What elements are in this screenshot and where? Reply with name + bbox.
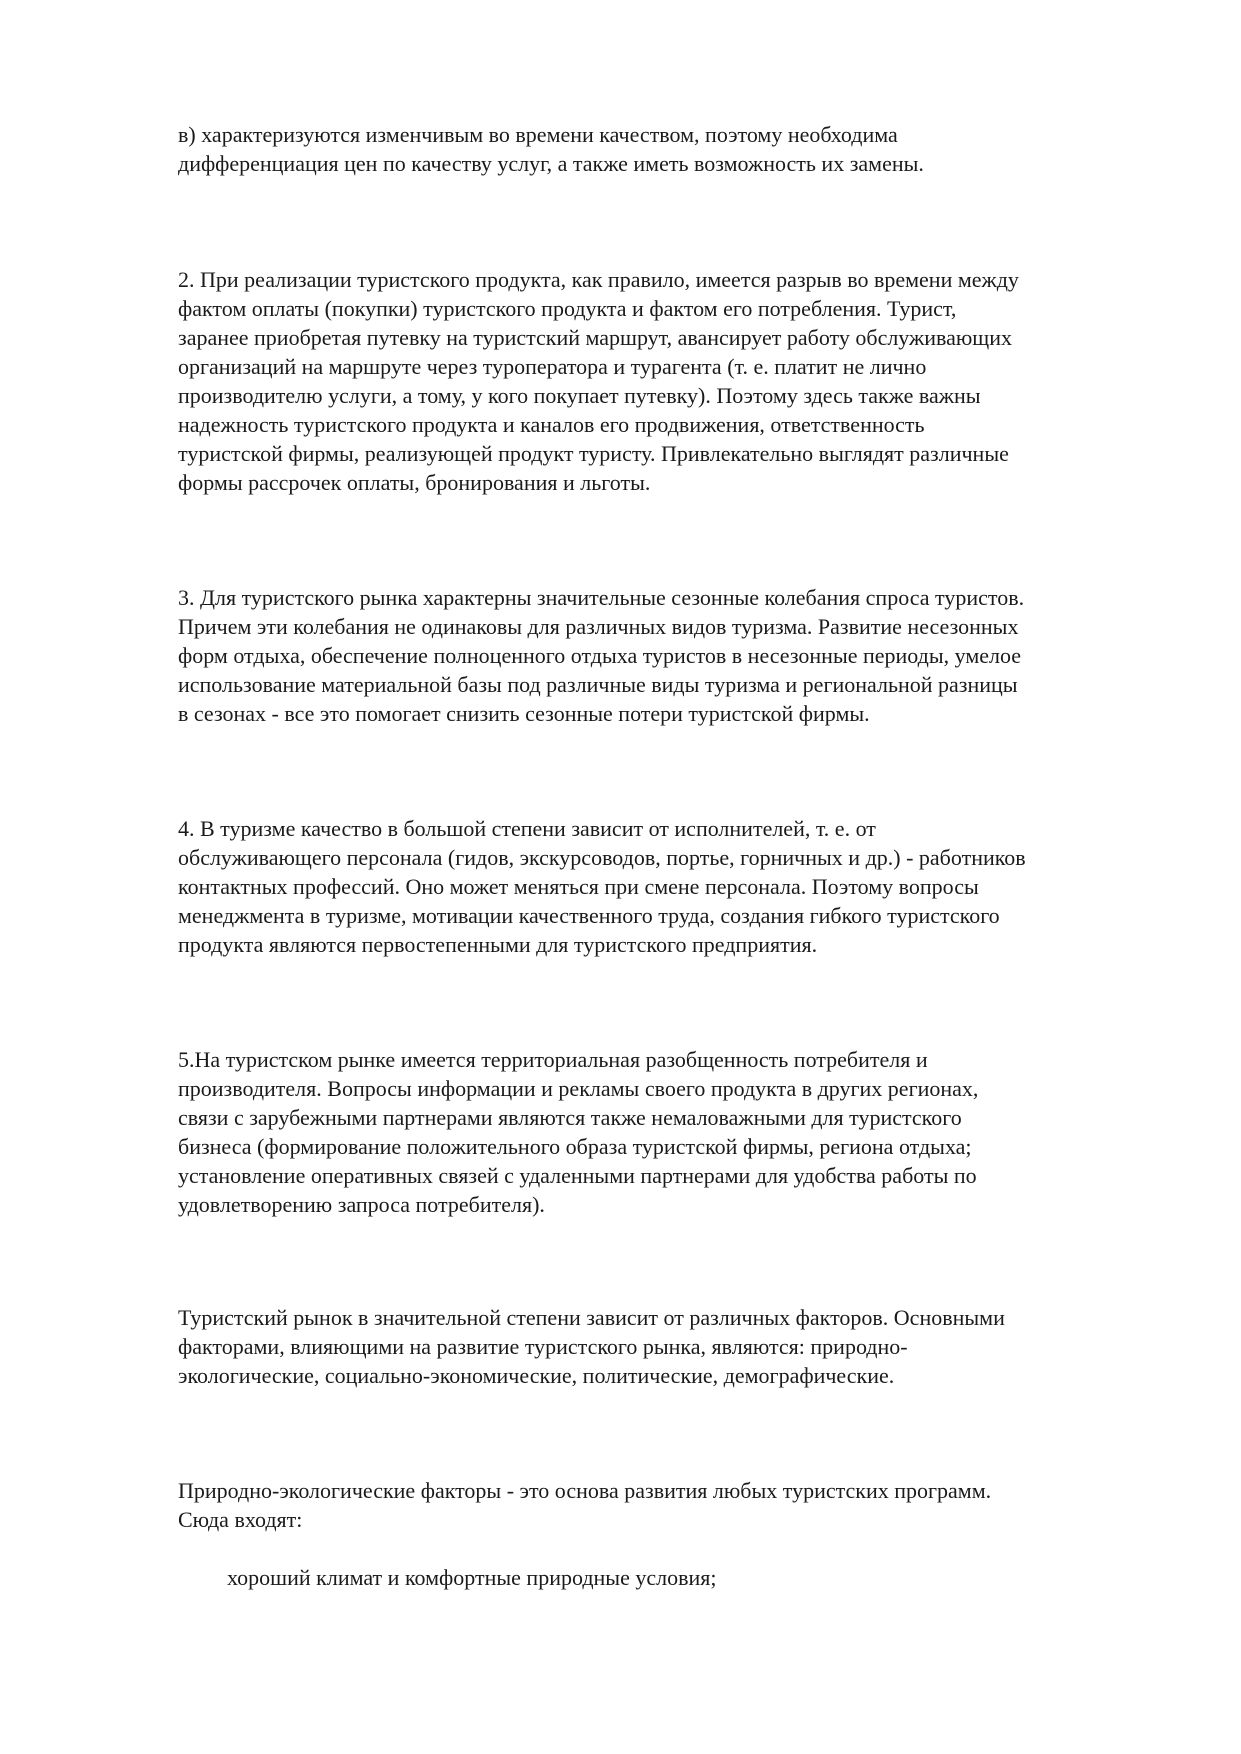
- paragraph-quality-variability: в) характеризуются изменчивым во времени качеством, поэтому необходима дифференциация цен по качеству услуг, а также иметь возможность их замены.: [178, 122, 924, 176]
- paragraph-item-4-staff-quality: 4. В туризме качество в большой степени зависит от исполнителей, т. е. от обслуживающего персонала (гидов, экскурсоводов, портье, горничных и др.) - работников контактных профессий. Оно может меняться при смене персонала. Поэтому вопросы менеджмента в туризме, мотивации качественного труда, создания гибкого туристского продукта являются первостепенными для туристского предприятия.: [178, 816, 1026, 957]
- paragraph-natural-factors: Природно-экологические факторы - это основа развития любых туристских программ. Сюда входят:: [178, 1478, 992, 1532]
- paragraph-item-2-payment-gap: 2. При реализации туристского продукта, как правило, имеется разрыв во времени между фактом оплаты (покупки) туристского продукта и фактом его потребления. Турист, заранее приобретая путевку на туристский маршрут, авансирует работу обслуживающих организаций на маршруте через туроператора и турагента (т. е. платит не лично производителю услуги, а тому, у кого покупает путевку). Поэтому здесь также важны надежность туристского продукта и каналов его продвижения, ответственность туристской фирмы, реализующей продукт туристу. Привлекательно выглядят различные формы рассрочек оплаты, бронирования и льготы.: [178, 267, 1019, 495]
- paragraph-item-5-territorial: 5.На туристском рынке имеется территориальная разобщенность потребителя и производителя. Вопросы информации и рекламы своего продукта в других регионах, связи с зарубежными партнерами являются также немаловажными для туристского бизнеса (формирование положительного образа туристской фирмы, региона отдыха; установление оперативных связей с удаленными партнерами для удобства работы по удовлетворению запроса потребителя).: [178, 1047, 979, 1217]
- paragraph-item-3-seasonality: 3. Для туристского рынка характерны значительные сезонные колебания спроса туристов. Причем эти колебания не одинаковы для различных видов туризма. Развитие несезонных форм отдыха, обеспечение полноценного отдыха туристов в несезонные периоды, умелое использование материальной базы под различные виды туризма и региональной разницы в сезонах - все это помогает снизить сезонные потери туристской фирмы.: [178, 585, 1025, 726]
- paragraph-market-factors: Туристский рынок в значительной степени зависит от различных факторов. Основными факторами, влияющими на развитие туристского рынка, являются: природно- экологические, социально-экономические, политические, демографические.: [178, 1305, 1005, 1388]
- list-item: хороший климат и комфортные природные условия;: [227, 1565, 717, 1590]
